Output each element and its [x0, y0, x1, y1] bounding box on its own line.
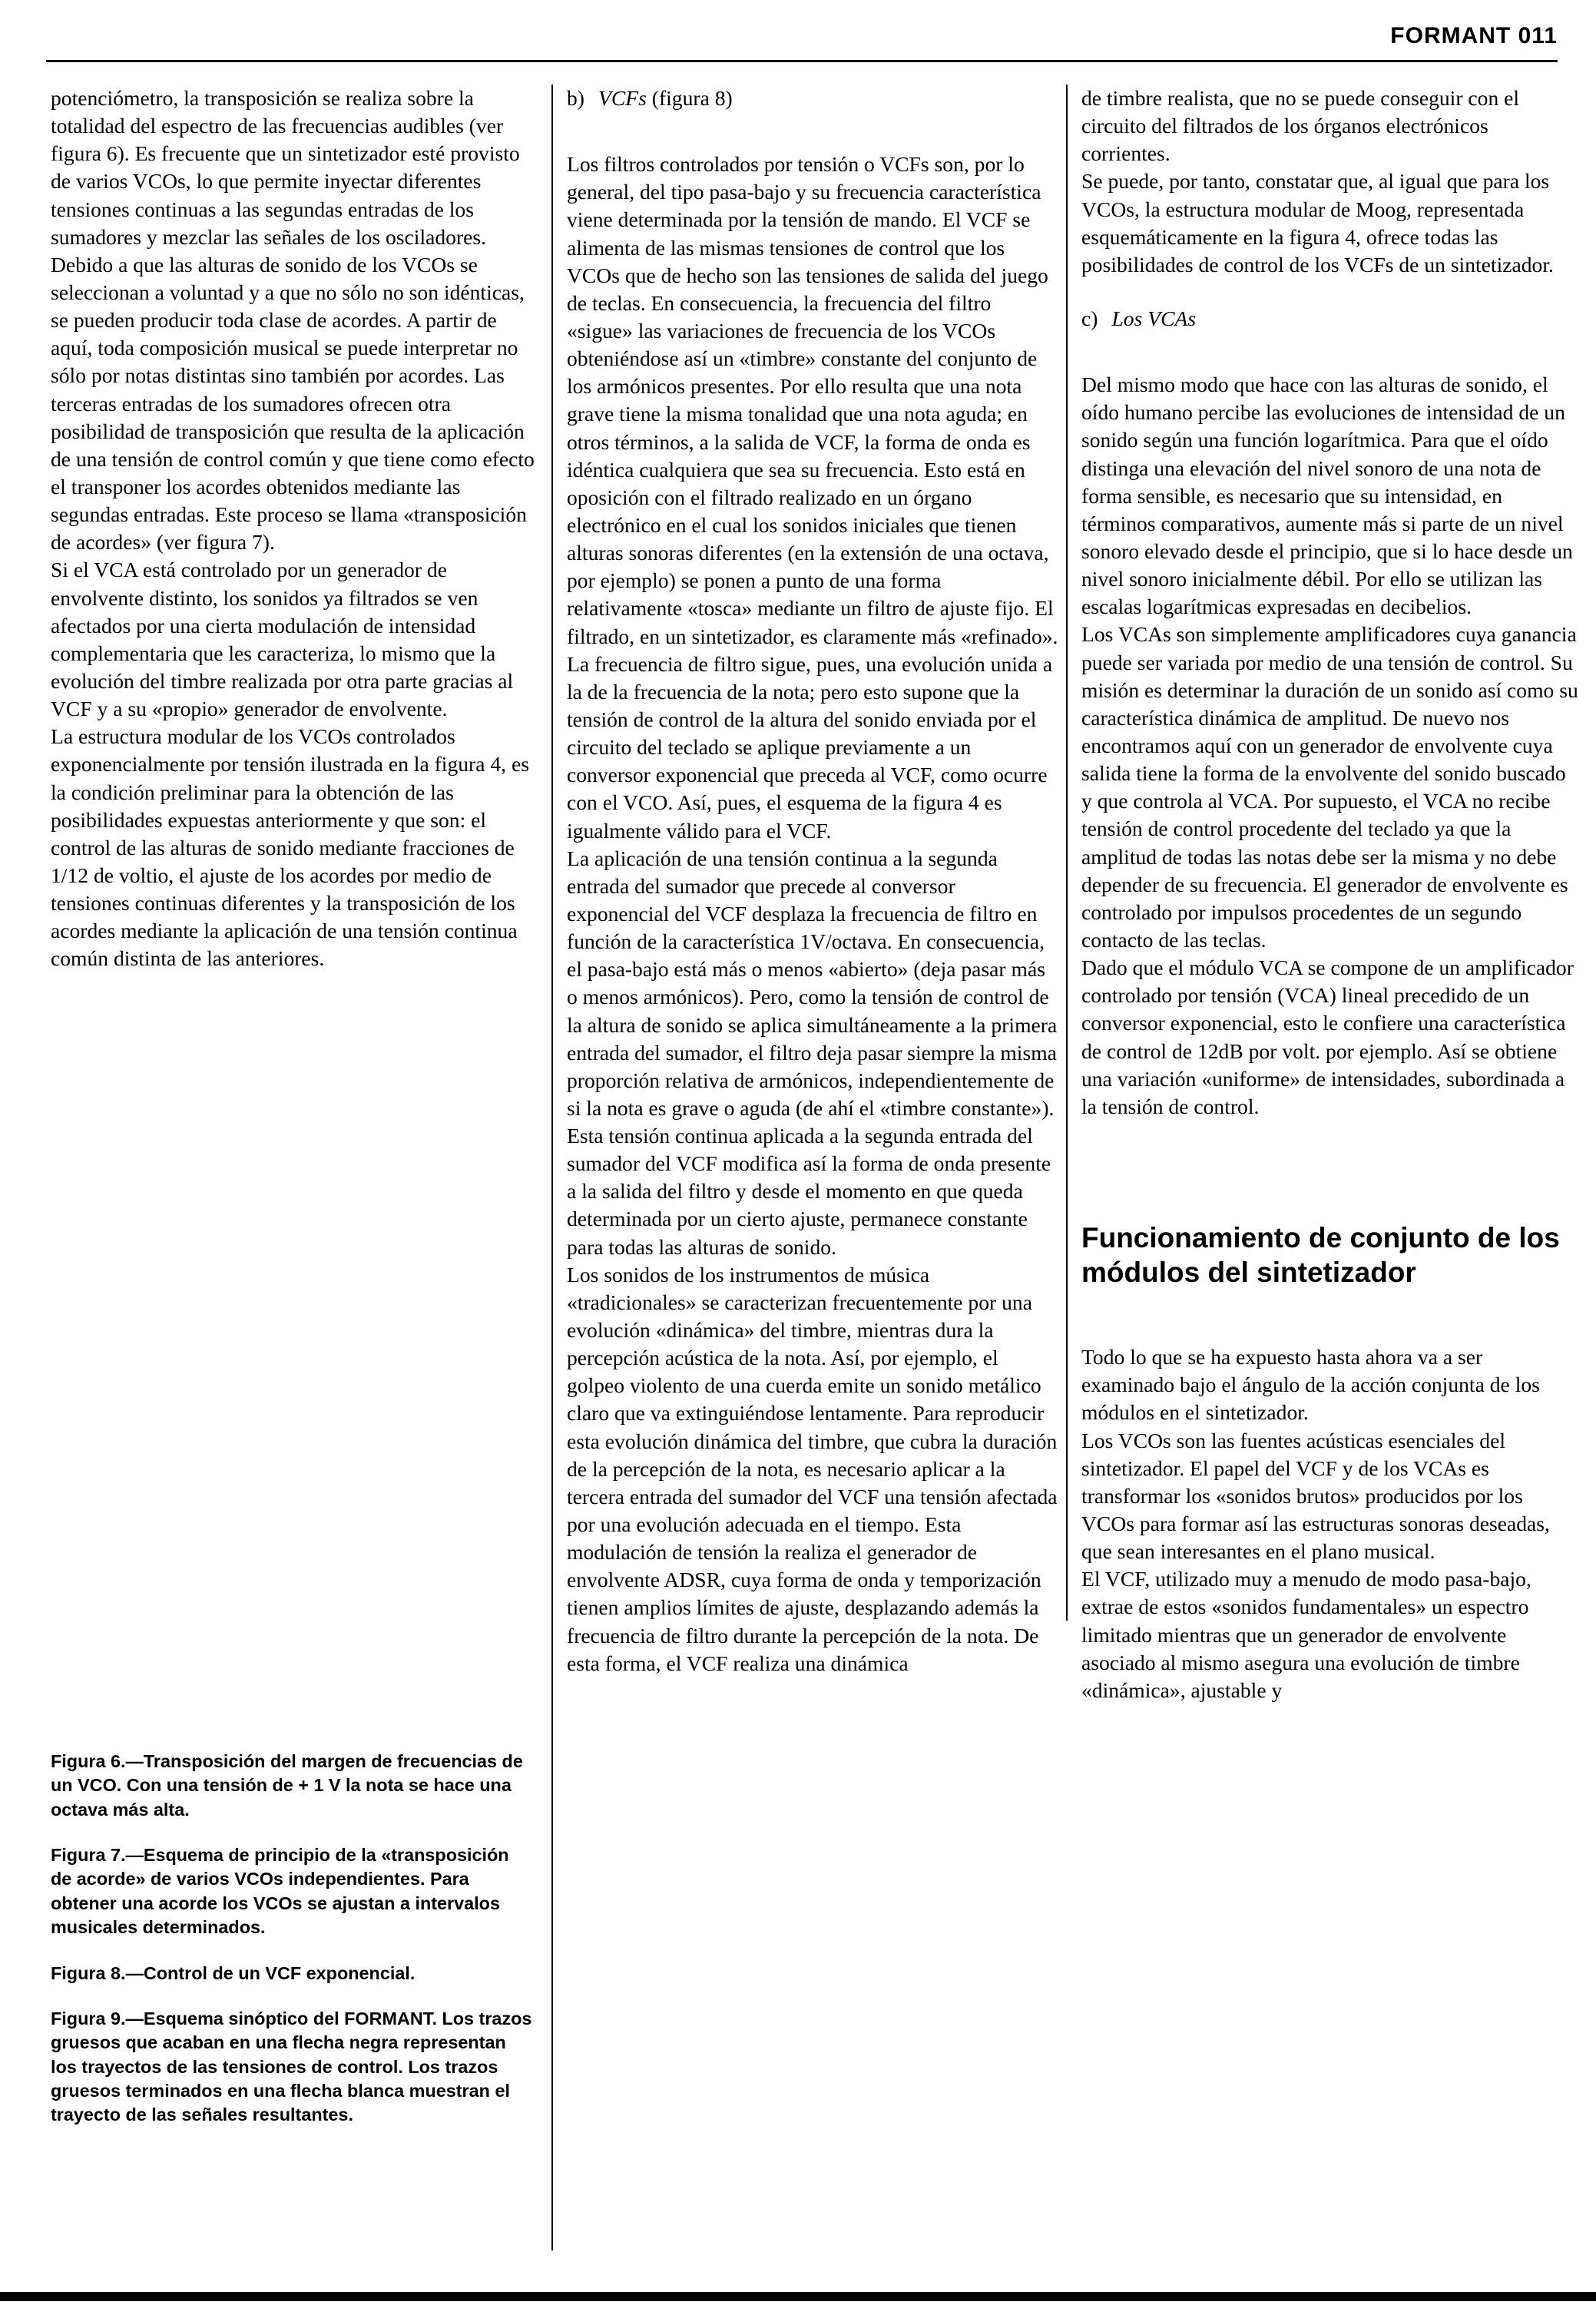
paragraph: El VCF, utilizado muy a menudo de modo pasa-bajo, extrae de estos «sonidos fundamentales» un espectro limitado mientras que un generador de envolvente asociado al mismo asegura una evolución de timbre «dinámica», ajustable y: [1081, 1567, 1531, 1702]
subheading-label: b): [567, 86, 584, 110]
column-divider: [551, 84, 553, 2250]
figure-caption: Figura 8.—Control de un VCF exponencial.: [51, 1962, 416, 1983]
footer-rule: [0, 2292, 1596, 2301]
page-header: [46, 23, 1558, 62]
subheading-vcfs: [567, 84, 1058, 112]
paragraph: Los VCAs son simplemente amplificadores cuya ganancia puede ser variada por medio de una tensión de control. Su misión es determinar la duración de un sonido así como su característica dinámica de amplitud. De nuevo nos encontramos aquí con un generador de envolvente cuya salida tiene la forma de la envolvente del sonido buscado y que controla al VCA. Por supuesto, el VCA no recibe tensión de control procedente del teclado ya que la amplitud de todas las notas debe ser la misma y no debe depender de su frecuencia. El generador de envolvente es controlado por impulsos procedentes de un segundo contacto de las teclas.: [1081, 622, 1578, 952]
paragraph: de timbre realista, que no se puede conseguir con el circuito del filtrados de los órganos electrónicos corrientes.: [1081, 86, 1520, 166]
paragraph: Los VCOs son las fuentes acústicas esenciales del sintetizador. El papel del VCF y de los VCAs es transformar los «sonidos brutos» producidos por los VCOs para formar así las estructuras sonoras deseadas, que sean interesantes en el plano musical.: [1081, 1428, 1550, 1564]
subheading-title: Los VCAs: [1111, 306, 1197, 330]
paragraph: Dado que el módulo VCA se compone de un amplificador controlado por tensión (VCA) lineal precedido de un conversor exponencial, esto le confiere una característica de control de 12dB por volt. por ejemplo. Así se obtiene una variación «uniforme» de intensidades, subordinada a la tensión de control.: [1081, 955, 1574, 1118]
paragraph: Si el VCA está controlado por un generador de envolvente distinto, los sonidos ya filtrados se ven afectados por una cierta modulación de intensidad complementaria que les caracteriza, lo mismo que la evolución del timbre realizada por otra parte gracias al VCF y a su «propio» generador de envolvente.: [51, 558, 514, 721]
paragraph: La frecuencia de filtro sigue, pues, una evolución unida a la de la frecuencia de la nota; pero esto supone que la tensión de control de la altura del sonido enviada por el circuito del teclado se aplique previamente a un conversor exponencial que preceda al VCF, como ocurre con el VCO. Así, pues, el esquema de la figura 4 es igualmente válido para el VCF.: [567, 651, 1053, 843]
column-divider: [1066, 84, 1068, 1621]
column-3: [1081, 84, 1579, 2250]
paragraph: Los filtros controlados por tensión o VCFs son, por lo general, del tipo pasa-bajo y su frecuencia característica viene determinada por la tensión de mando. El VCF se alimenta de las mismas tensiones de control que los VCOs que de hecho son las tensiones de salida del juego de teclas. En consecuencia, la frecuencia del filtro «sigue» las variaciones de frecuencia de los VCOs obteniéndose así un «timbre» constante del conjunto de los armónicos presentes. Por ello resulta que una nota grave tiene la misma tonalidad que una nota aguda; en otros términos, a la salida de VCF, la forma de onda es idéntica cualquiera que sea su frecuencia. Esto está en oposición con el filtrado realizado en un órgano electrónico en el cual los sonidos iniciales que tienen alturas sonoras diferentes (en la extensión de una octava, por ejemplo) se ponen a punto de una forma relativamente «tosca» mediante un filtro de ajuste fijo. El filtrado, en un sintetizador, es claramente más «refinado».: [567, 152, 1058, 648]
paragraph: La estructura modular de los VCOs controlados exponencialmente por tensión ilustrada en la figura 4, es la condición preliminar para la obtención de las posibilidades expuestas anteriormente y que son: el control de las alturas de sonido mediante fracciones de 1/12 de voltio, el ajuste de los acordes por medio de tensiones continuas diferentes y la transposición de los acordes mediante la aplicación de una tensión continua común distinta de las anteriores.: [51, 724, 529, 971]
paragraph: La aplicación de una tensión continua a la segunda entrada del sumador que precede al conversor exponencial del VCF desplaza la frecuencia de filtro en función de la característica 1V/octava. En consecuencia, el pasa-bajo está más o menos «abierto» (deja pasar más o menos armónicos). Pero, como la tensión de control de la altura de sonido se aplica simultáneamente a la primera entrada del sumador, el filtro deja pasar siempre la misma proporción relativa de armónicos, independientemente de si la nota es grave o aguda (de ahí el «timbre constante»).: [567, 846, 1058, 1120]
subheading-title: VCFs: [598, 86, 647, 110]
paragraph: Todo lo que se ha expuesto hasta ahora va a ser examinado bajo el ángulo de la acción conjunta de los módulos en el sintetizador.: [1081, 1345, 1540, 1425]
paragraph: potenciómetro, la transposición se realiza sobre la totalidad del espectro de las frecuencias audibles (ver figura 6). Es frecuente que un sintetizador esté provisto de varios VCOs, lo que permite inyectar diferentes tensiones continuas a las segundas entradas de los sumadores y mezclar las señales de los osciladores. Debido a que las alturas de sonido de los VCOs se seleccionan a voluntad y a que no sólo no son idénticas, se pueden producir toda clase de acordes. A partir de aquí, toda composición musical se puede interpretar no sólo por notas distintas sino también por acordes. Las terceras entradas de los sumadores ofrecen otra posibilidad de transposición que resulta de la aplicación de una tensión de control común y que tiene como efecto el transponer los acordes obtenidos mediante las segundas entradas. Este proceso se llama «transposición de acordes» (ver figura 7).: [51, 86, 535, 555]
paragraph: Los sonidos de los instrumentos de música «tradicionales» se caracterizan frecuentemente por una evolución «dinámica» del timbre, mientras dura la percepción acústica de la nota. Así, por ejemplo, el golpeo violento de una cuerda emite un sonido metálico claro que va extinguiéndose lentamente. Para reproducir esta evolución dinámica del timbre, que cubra la duración de la percepción de la nota, es necesario aplicar a la tercera entrada del sumador del VCF una tensión afectada por una evolución adecuada en el tiempo. Esta modulación de tensión la realiza el generador de envolvente ADSR, cuya forma de onda y temporización tienen amplios límites de ajuste, desplazando además la frecuencia de filtro durante la percepción de la nota. De esta forma, el VCF realiza una dinámica: [567, 1262, 1058, 1675]
running-header: FORMANT 011: [1390, 23, 1558, 48]
subheading-vcas: [1081, 305, 1579, 333]
paragraph: Esta tensión continua aplicada a la segunda entrada del sumador del VCF modifica así la forma de onda presente a la salida del filtro y desde el momento en que queda determinada por un cierto ajuste, permanece constante para todas las alturas de sonido.: [567, 1124, 1051, 1259]
section-heading: Funcionamiento de conjunto de los módulos del sintetizador: [1081, 1221, 1560, 1289]
figure-caption: Figura 6.—Transposición del margen de frecuencias de un VCO. Con una tensión de + 1 V la nota se hace una octava más alta.: [51, 1751, 523, 1820]
subheading-label: c): [1081, 306, 1098, 330]
column-2: [567, 84, 1058, 2250]
paragraph: Se puede, por tanto, constatar que, al igual que para los VCOs, la estructura modular de Moog, representada esquemáticamente en la figura 4, ofrece todas las posibilidades de control de los VCFs de un sintetizador.: [1081, 169, 1554, 277]
figure-captions: [51, 1750, 535, 2149]
paragraph: Del mismo modo que hace con las alturas de sonido, el oído humano percibe las evoluciones de intensidad de un sonido según una función logarítmica. Para que el oído distinga una elevación del nivel sonoro de una nota de forma sensible, es necesario que su intensidad, en términos comparativos, aumente más si parte de un nivel sonoro elevado desde el principio, que si lo hace desde un nivel sonoro inicialmente débil. Por ello se utilizan las escalas logarítmicas expresadas en decibelios.: [1081, 373, 1573, 619]
figure-caption: Figura 7.—Esquema de principio de la «transposición de acorde» de varios VCOs independientes. Para obtener una acorde los VCOs se ajustan a intervalos musicales determinados.: [51, 1845, 509, 1938]
subheading-suffix: (figura 8): [646, 86, 733, 110]
figure-caption: Figura 9.—Esquema sinóptico del FORMANT. Los trazos gruesos que acaban en una flecha negra representan los trayectos de las tensiones de control. Los trazos gruesos terminados en una flecha blanca muestran el trayecto de las señales resultantes.: [51, 2008, 532, 2125]
